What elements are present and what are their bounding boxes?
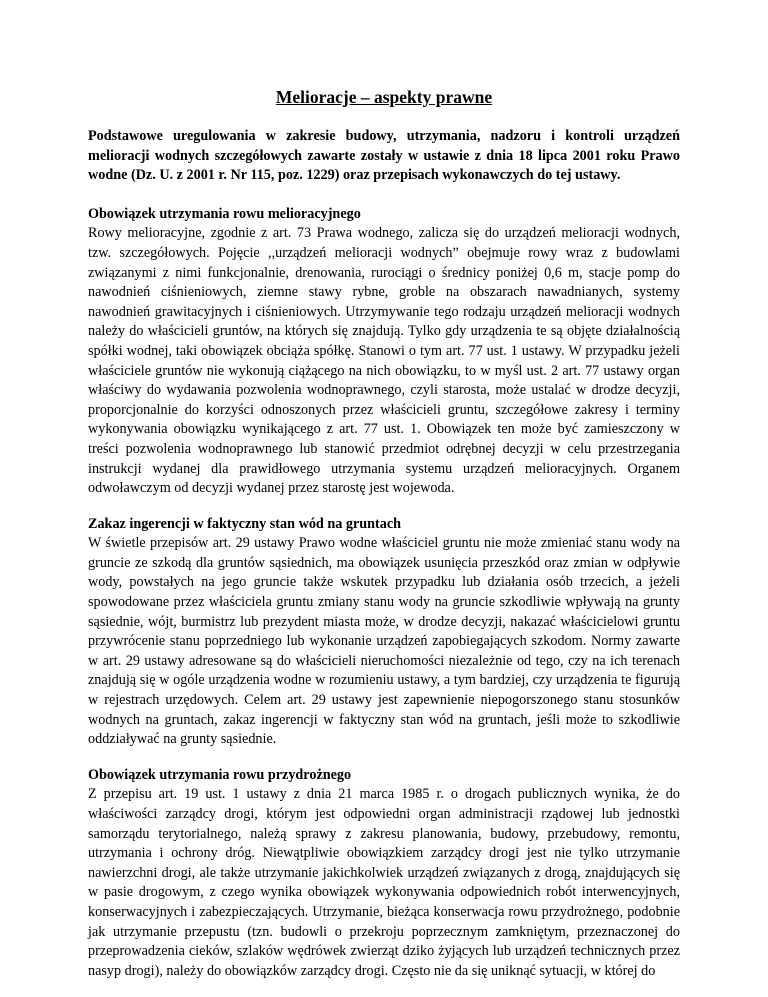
section-heading: Zakaz ingerencji w faktyczny stan wód na gruntach [88, 515, 402, 532]
section-water-interference [88, 515, 680, 750]
section-body: W świetle przepisów art. 29 ustawy Prawo wodne właściciel gruntu nie może zmieniać stanu wody na gruncie ze szkodą dla gruntów sąsiednich, ma obowiązek usunięcia przeszkód oraz zmian w odpływie wody, powstałych na jego gruncie także wskutek przypadku lub działania osób trzecich, a jeżeli spowodowane przez właściciela gruntu zmiany stanu wody na gruncie szkodliwie wpływają na grunty sąsiednie, wójt, burmistrz lub prezydent miasta może, w drodze decyzji, nakazać właścicielowi gruntu przywrócenie stanu poprzedniego lub wykonanie urządzeń zapobiegających szkodom. Normy zawarte w art. 29 ustawy adresowane są do właścicieli nieruchomości niezależnie od tego, czy na ich terenach znajdują się w ogóle urządzenia wodne w rozumieniu ustawy, a tym bardziej, czy urządzenia te figurują w rejestrach urzędowych. Celem art. 29 ustawy jest zapewnienie niepogorszonego stanu stosunków wodnych na gruntach, zakaz ingerencji w faktyczny stan wód na gruntach, jeśli może to szkodliwie oddziaływać na grunty sąsiednie. [88, 535, 680, 748]
section-heading: Obowiązek utrzymania rowu melioracyjnego [88, 205, 361, 222]
page-title: Melioracje – aspekty prawne [275, 87, 493, 107]
document-page [88, 86, 680, 997]
section-heading: Obowiązek utrzymania rowu przydrożnego [88, 766, 352, 783]
section-body: Rowy melioracyjne, zgodnie z art. 73 Prawa wodnego, zalicza się do urządzeń melioracji wodnych, tzw. szczegółowych. Pojęcie ,,urządzeń melioracji wodnych” obejmuje rowy wraz z budowlami związanymi z nimi funkcjonalnie, drenowania, rurociągi o średnicy poniżej 0,6 m, stacje pomp do nawodnień ciśnieniowych, ziemne stawy rybne, groble na obszarach nawadnianych, systemy nawodnień grawitacyjnych i ciśnieniowych. Utrzymywanie tego rodzaju urządzeń melioracji wodnych należy do właścicieli gruntów, na których się znajdują. Tylko gdy urządzenia te są objęte działalnością spółki wodnej, taki obowiązek obciąża spółkę. Stanowi o tym art. 77 ust. 1 ustawy. W przypadku jeżeli właściciele gruntów nie wykonują ciążącego na nich obowiązku, to w myśl ust. 2 art. 77 ustawy organ właściwy do wydawania pozwolenia wodnoprawnego, czyli starosta, może ustalać w drodze decyzji, proporcjonalnie do korzyści odnoszonych przez właścicieli gruntu, szczegółowe zakresy i terminy wykonywania obowiązku wynikającego z art. 77 ust. 1. Obowiązek ten może być zamieszczony w treści pozwolenia wodnoprawnego lub stanowić przedmiot odrębnej decyzji w celu przestrzegania instrukcji wydanej dla prawidłowego utrzymania systemu urządzeń melioracyjnych. Organem odwoławczym od decyzji wydanej przez starostę jest wojewoda. [88, 225, 680, 497]
intro-paragraph: Podstawowe uregulowania w zakresie budowy, utrzymania, nadzoru i kontroli urządzeń melioracji wodnych szczegółowych zawarte zostały w ustawie z dnia 18 lipca 2001 roku Prawo wodne (Dz. U. z 2001 r. Nr 115, poz. 1229) oraz przepisach wykonawczych do tej ustawy. [88, 128, 680, 184]
section-ditch-maintenance [88, 205, 680, 499]
section-roadside-ditch [88, 766, 680, 982]
section-body: Z przepisu art. 19 ust. 1 ustawy z dnia 21 marca 1985 r. o drogach publicznych wynika, że do właściwości zarządcy drogi, którym jest odpowiedni organ administracji rządowej lub jednostki samorządu terytorialnego, należą sprawy z zakresu planowania, budowy, przebudowy, remontu, utrzymania i ochrony dróg. Niewątpliwie obowiązkiem zarządcy drogi jest nie tylko utrzymanie nawierzchni drogi, ale także utrzymanie jakichkolwiek urządzeń związanych z drogą, znajdujących się w pasie drogowym, z czego wynika obowiązek wykonywania odpowiednich robót interwencyjnych, konserwacyjnych i zabezpieczających. Utrzymanie, bieżąca konserwacja rowu przydrożnego, podobnie jak utrzymanie przepustu (tzn. budowli o przekroju poprzecznym zamkniętym, przeznaczonej do przeprowadzenia cieków, szlaków wędrówek zwierząt dziko żyjących lub urządzeń technicznych przez nasyp drogi), należy do obowiązków zarządcy drogi. Często nie da się uniknąć sytuacji, w której do [88, 786, 680, 979]
